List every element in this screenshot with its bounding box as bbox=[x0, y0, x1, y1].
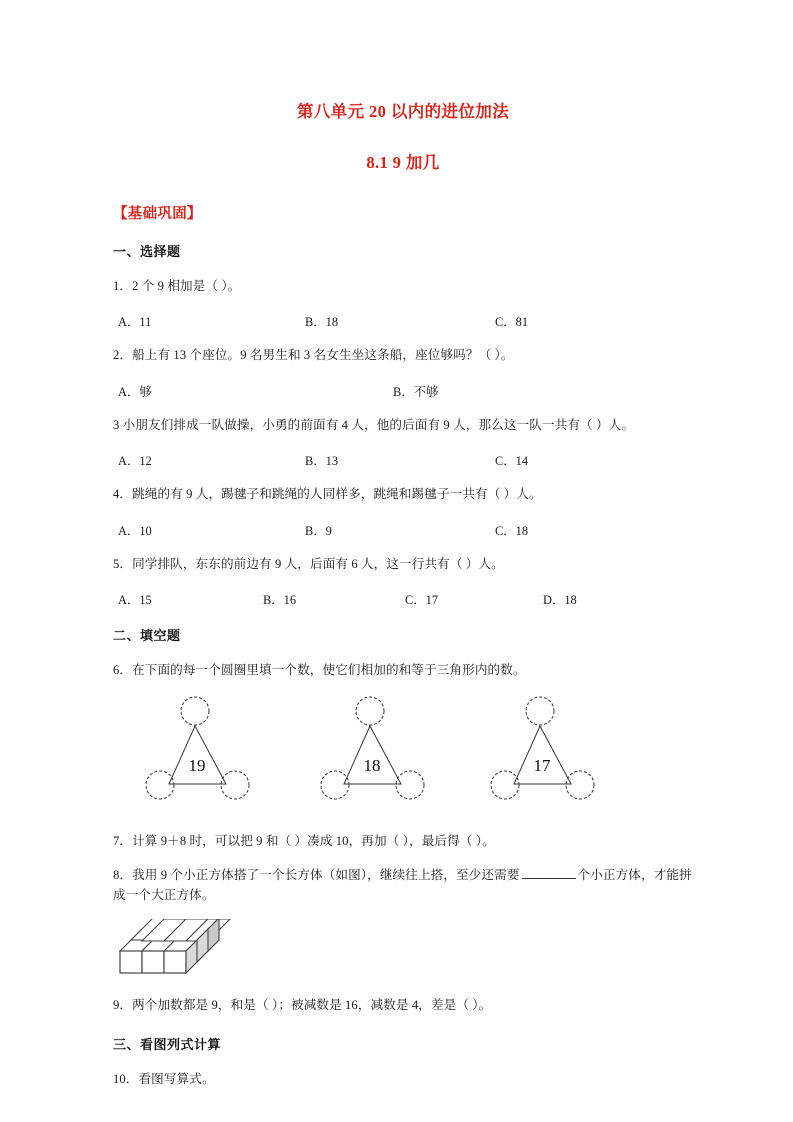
question-6-figure bbox=[113, 689, 693, 817]
option-3-b[interactable]: B．13 bbox=[305, 454, 339, 469]
option-5-d[interactable]: D．18 bbox=[543, 593, 577, 608]
question-8-text-before: 8．我用 9 个小正方体搭了一个长方体（如图），继续往上搭，至少还需要 bbox=[113, 868, 520, 883]
question-3-options bbox=[113, 451, 693, 468]
section-heading-choice: 一、选择题 bbox=[113, 243, 181, 259]
question-7-text: 7．计算 9＋8 时，可以把 9 和（ ）凑成 10，再加（ ），最后得（ ）。 bbox=[113, 833, 495, 848]
option-2-b[interactable]: B．不够 bbox=[393, 384, 439, 399]
cuboid-figure bbox=[118, 919, 243, 979]
option-5-c[interactable]: C．17 bbox=[405, 593, 439, 608]
triangle-1-circle-right bbox=[221, 771, 249, 799]
option-4-c[interactable]: C．18 bbox=[495, 523, 529, 538]
triangle-2-circle-right bbox=[396, 771, 424, 799]
option-3-a[interactable]: A．12 bbox=[118, 454, 152, 469]
question-4-options bbox=[113, 521, 693, 538]
question-1-text: 1．2 个 9 相加是（ ）。 bbox=[113, 278, 241, 293]
question-2-options bbox=[113, 382, 693, 399]
section-heading-fill: 二、填空题 bbox=[113, 628, 181, 644]
section-heading-picture: 三、看图列式计算 bbox=[113, 1036, 222, 1052]
option-4-a[interactable]: A．10 bbox=[118, 523, 152, 538]
option-5-a[interactable]: A．15 bbox=[118, 593, 152, 608]
question-4-text: 4．跳绳的有 9 人，踢毽子和跳绳的人同样多，跳绳和踢毽子一共有（ ）人。 bbox=[113, 487, 542, 502]
triangle-1-value: 19 bbox=[188, 755, 206, 775]
triangle-figure-3 bbox=[488, 689, 618, 817]
page-subtitle: 8.1 9 加几 bbox=[366, 152, 440, 172]
option-3-c[interactable]: C．14 bbox=[495, 454, 529, 469]
option-4-b[interactable]: B．9 bbox=[305, 523, 332, 538]
question-10-text: 10．看图写算式。 bbox=[113, 1071, 215, 1086]
page-title: 第八单元 20 以内的进位加法 bbox=[296, 102, 510, 121]
triangle-2-value: 18 bbox=[363, 755, 381, 775]
option-1-a[interactable]: A．11 bbox=[118, 315, 152, 330]
triangle-3-value: 17 bbox=[533, 755, 551, 775]
triangle-3-circle-top bbox=[526, 697, 554, 725]
triangle-figure-2 bbox=[318, 689, 448, 817]
question-1-options bbox=[113, 312, 693, 329]
question-8-text bbox=[113, 866, 693, 905]
question-2-text: 2．船上有 13 个座位。9 名男生和 3 名女生坐这条船，座位够吗？（ ）。 bbox=[113, 348, 514, 363]
option-1-c[interactable]: C．81 bbox=[495, 315, 529, 330]
question-6-text: 6．在下面的每一个圆圈里填一个数，使它们相加的和等于三角形内的数。 bbox=[113, 663, 526, 678]
triangle-3-circle-right bbox=[566, 771, 594, 799]
question-5-text: 5．同学排队，东东的前边有 9 人，后面有 6 人，这一行共有（ ）人。 bbox=[113, 556, 504, 571]
section-label-basics: 【基础巩固】 bbox=[113, 205, 202, 222]
triangle-figure-1 bbox=[143, 689, 273, 817]
question-9-text: 9．两个加数都是 9，和是（ ）；被减数是 16，减数是 4，差是（ ）。 bbox=[113, 998, 492, 1013]
page-content bbox=[113, 0, 693, 1089]
triangle-1-circle-left bbox=[146, 771, 174, 799]
option-5-b[interactable]: B．16 bbox=[263, 593, 297, 608]
option-1-b[interactable]: B．18 bbox=[305, 315, 339, 330]
triangle-2-circle-left bbox=[321, 771, 349, 799]
question-5-options bbox=[113, 590, 693, 607]
option-2-a[interactable]: A．够 bbox=[118, 384, 152, 399]
question-8-text-after: 个小正方体，才能拼成一个大正方体。 bbox=[113, 868, 692, 902]
question-8-figure bbox=[118, 919, 693, 981]
question-8-answer-blank[interactable] bbox=[522, 867, 576, 879]
question-3-text: 3 小朋友们排成一队做操，小勇的前面有 4 人，他的后面有 9 人，那么这一队一共有（ ）人。 bbox=[113, 417, 635, 432]
triangle-1-circle-top bbox=[181, 697, 209, 725]
triangle-3-circle-left bbox=[491, 771, 519, 799]
triangle-2-circle-top bbox=[356, 697, 384, 725]
